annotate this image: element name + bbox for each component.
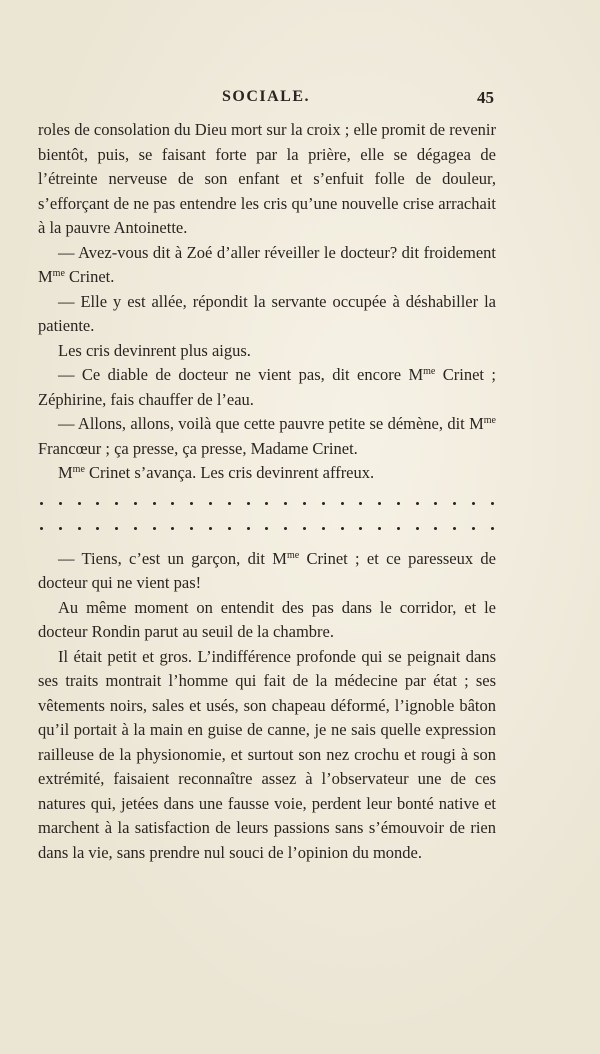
paragraph <box>38 547 496 596</box>
text-run: — Allons, allons, voilà que cette pauvre petite se démène, dit M <box>58 414 484 433</box>
text-run: Francœur ; ça presse, ça presse, Madame Crinet. <box>38 438 358 458</box>
text-run: Crinet ; Zéphirine, fais chauffer de l’eau. <box>38 365 497 409</box>
body-text <box>38 118 496 865</box>
ellipsis-row <box>38 492 496 517</box>
paragraph: — Elle y est allée, répondit la servante occupée à déshabiller la patiente. <box>38 291 496 335</box>
superscript: me <box>286 549 300 561</box>
running-head: SOCIALE. <box>221 88 311 105</box>
superscript: me <box>423 366 436 377</box>
superscript: me <box>52 268 65 279</box>
text-run: — Ce diable de docteur ne vient pas, dit encore M <box>58 365 424 384</box>
superscript: me <box>483 415 496 426</box>
paragraph <box>38 241 496 290</box>
ellipsis-row <box>38 516 496 541</box>
paragraph: Les cris devinrent plus aigus. <box>58 340 251 360</box>
paragraph <box>38 363 496 412</box>
text-run: M <box>58 463 73 482</box>
text-run: Crinet ; et ce paresseux de docteur qui ne vient pas! <box>38 548 496 592</box>
text-run: — Tiens, c’est un garçon, dit M <box>58 548 287 568</box>
text-run: — Avez-vous dit à Zoé d’aller réveiller le docteur? dit froidement M <box>38 242 496 286</box>
text-run: Crinet s’avança. Les cris devinrent affreux. <box>84 463 375 482</box>
superscript: me <box>72 464 85 475</box>
paragraph: roles de consolation du Dieu mort sur la croix ; elle promit de revenir bientôt, puis, se faisant forte par la prière, elle se dégagea de l’étreinte nerveuse de son enfant et s’enfuit folle de douleur, s’efforçant de ne pas entendre les cris qu’une nouvelle crise arrachait à la pauvre Antoinette. <box>38 120 496 237</box>
page-header <box>38 88 494 112</box>
paragraph: Au même moment on entendit des pas dans le corridor, et le docteur Rondin parut au seuil de la chambre. <box>38 597 496 641</box>
paragraph: Il était petit et gros. L’indifférence profonde qui se peignait dans ses traits montrait l’homme qui fait de la médecine par état ; ses vêtements noirs, sales et usés, son chapeau déformé, l’ignoble bâton qu’il portait à la main en guise de canne, je ne sais quelle expression railleuse de la physionomie, et surtout son nez crochu et rougi à son extrémité, faisaient reconnaître assez à l’observateur une de ces natures qui, jetées dans une fausse voie, perdent leur bonté native et marchent à la satisfaction de leurs passions sans s’émouvoir de rien dans la vie, sans prendre nul souci de l’opinion du monde. <box>38 646 496 862</box>
paragraph <box>38 412 496 461</box>
page-number: 45 <box>477 88 494 107</box>
paragraph <box>38 461 496 486</box>
text-run: Crinet. <box>64 267 115 286</box>
